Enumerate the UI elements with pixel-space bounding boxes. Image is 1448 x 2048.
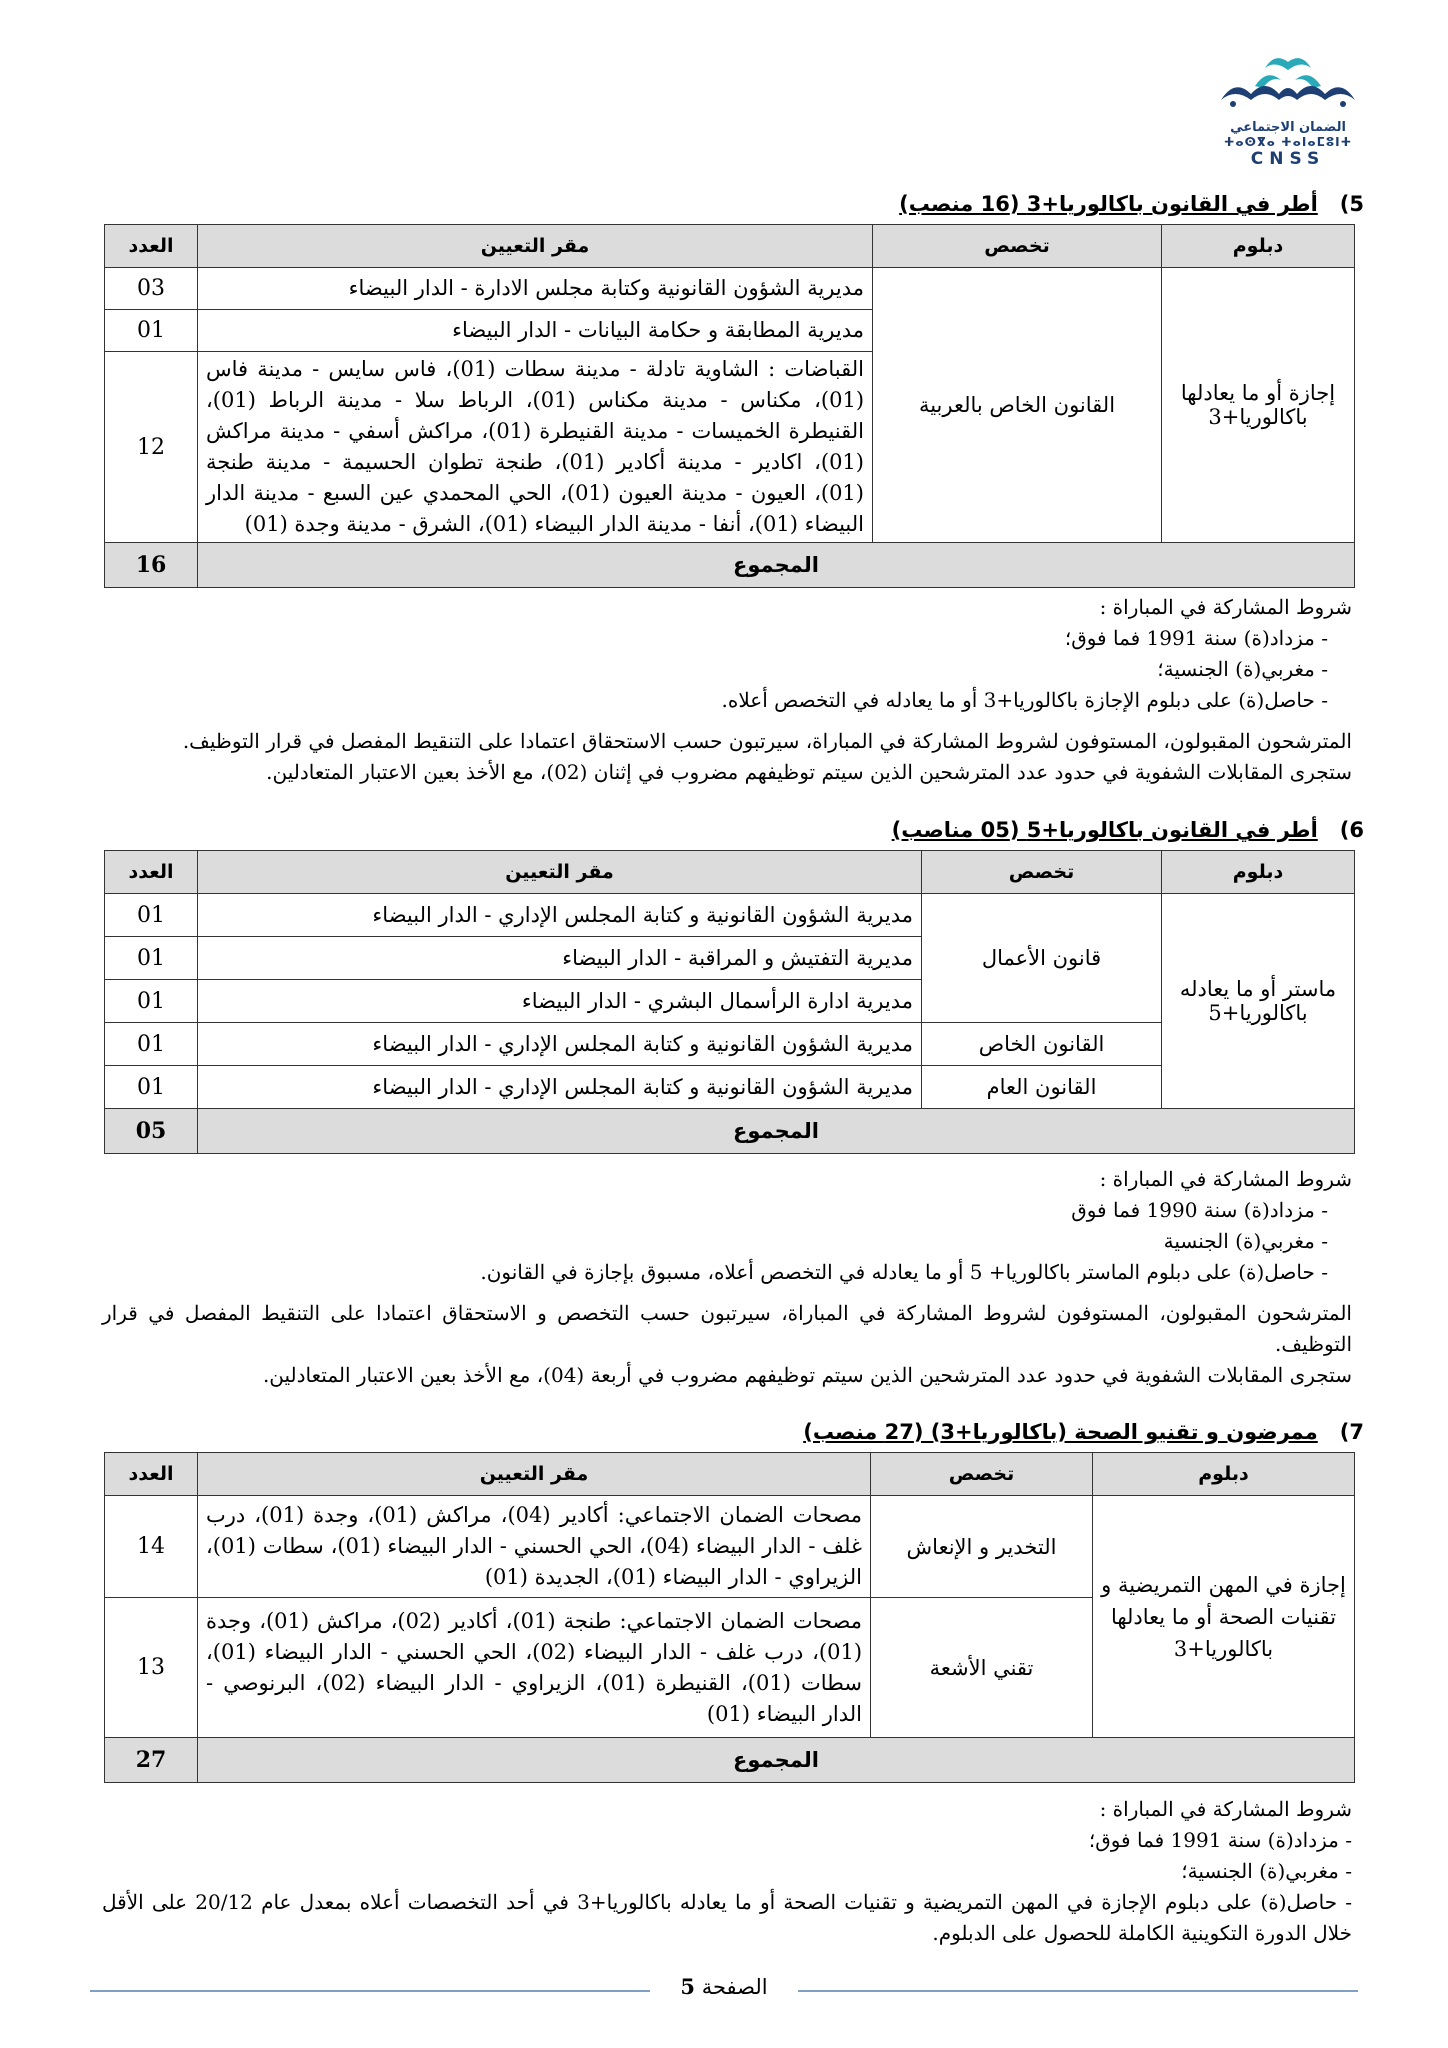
- page-label: الصفحة: [701, 1975, 768, 1999]
- location-cell: القباضات : الشاوية تادلة - مدينة سطات (01)، فاس سايس - مدينة فاس (01)، مكناس - مدينة مكناس (01)، الرباط سلا - مدينة الرباط (01)، القنيطرة الخميسات - مدينة القنيطرة (01)، مراكش أسفي - مدينة مراكش (01)، اكادير - مدينة أكادير (01)، طنجة تطوان الحسيمة - مدينة طنجة (01)، العيون - مدينة العيون (01)، الحي المحمدي عين السبع - مدينة الدار البيضاء (01)، أنفا - مدينة الدار البيضاء (01)، الشرق - مدينة وجدة (01): [198, 352, 873, 543]
- page-number-value: 5: [680, 1974, 696, 1999]
- section5-title-text: أطر في القانون باكالوريا+3 (16 منصب): [899, 192, 1318, 216]
- specialty-cell: تقني الأشعة: [871, 1598, 1093, 1738]
- condition-item: - مغربي(ة) الجنسية؛: [1181, 1859, 1352, 1883]
- table-row: [105, 894, 1355, 937]
- header-count: العدد: [105, 1453, 198, 1496]
- count-cell: 01: [105, 1023, 198, 1066]
- specialty-cell: القانون الخاص: [922, 1023, 1162, 1066]
- section5-table: [104, 224, 1355, 588]
- count-cell: 01: [105, 937, 198, 980]
- count-cell: 03: [105, 268, 198, 310]
- table-row: [105, 268, 1355, 310]
- total-row: [105, 1109, 1355, 1154]
- location-cell: مديرية المطابقة و حكامة البيانات - الدار البيضاء: [198, 310, 873, 352]
- condition-item: - حاصل(ة) على دبلوم الإجازة باكالوريا+3 أو ما يعادله في التخصص أعلاه.: [721, 688, 1328, 712]
- location-cell: مديرية التفتيش و المراقبة - الدار البيضاء: [198, 937, 922, 980]
- header-specialty: تخصص: [873, 225, 1162, 268]
- logo-tifinagh-text: ⵜⴰⵙⴳⴰ ⵜⴰⵏⴰⵎⵓⵏⵜ: [1223, 135, 1353, 149]
- location-cell: مديرية الشؤون القانونية وكتابة مجلس الادارة - الدار البيضاء: [198, 268, 873, 310]
- header-location: مقر التعيين: [198, 851, 922, 894]
- location-cell: مديرية ادارة الرأسمال البشري - الدار البيضاء: [198, 980, 922, 1023]
- section6-conditions: [102, 1164, 1352, 1391]
- condition-item: - حاصل(ة) على دبلوم الإجازة في المهن التمريضية و تقنيات الصحة أو ما يعادله باكالوريا+3 في أحد التخصصات أعلاه بمعدل عام 20/12 على الأقل خلال الدورة التكوينية الكاملة للحصول على الدبلوم.: [102, 1890, 1353, 1945]
- location-cell: مصحات الضمان الاجتماعي: طنجة (01)، أكادير (02)، مراكش (01)، وجدة (01)، درب غلف - الدار البيضاء (02)، الحي الحسني - الدار البيضاء (01)، سطات (01)، القنيطرة (01)، الزيراوي - الدار البيضاء (02)، البرنوصي - الدار البيضاء (01): [198, 1598, 871, 1738]
- count-cell: 01: [105, 1066, 198, 1109]
- count-cell: 01: [105, 980, 198, 1023]
- total-label: المجموع: [198, 1738, 1355, 1783]
- note-paragraph: ستجرى المقابلات الشفوية في حدود عدد المترشحين الذين سيتم توظيفهم مضروب في أربعة (04)، مع الأخذ بعين الاعتبار المتعادلين.: [262, 1363, 1352, 1387]
- location-cell: مديرية الشؤون القانونية و كتابة المجلس الإداري - الدار البيضاء: [198, 894, 922, 937]
- section6-title-text: أطر في القانون باكالوريا+5 (05 مناصب): [891, 818, 1318, 842]
- header-count: العدد: [105, 851, 198, 894]
- section6-title: [892, 818, 1364, 842]
- header-specialty: تخصص: [922, 851, 1162, 894]
- cnss-logo: [1208, 38, 1368, 169]
- count-cell: 01: [105, 310, 198, 352]
- condition-item: - مزداد(ة) سنة 1990 فما فوق: [1071, 1198, 1328, 1222]
- location-cell: مديرية الشؤون القانونية و كتابة المجلس الإداري - الدار البيضاء: [198, 1023, 922, 1066]
- header-diploma: دبلوم: [1162, 851, 1355, 894]
- count-cell: 13: [105, 1598, 198, 1738]
- header-count: العدد: [105, 225, 198, 268]
- logo-arabic-text: الضمان الاجتماعي: [1230, 120, 1346, 135]
- note-paragraph: ستجرى المقابلات الشفوية في حدود عدد المترشحين الذين سيتم توظيفهم مضروب في إثنان (02)، مع الأخذ بعين الاعتبار المتعادلين.: [266, 760, 1352, 784]
- count-cell: 14: [105, 1496, 198, 1598]
- note-paragraph: المترشحون المقبولون، المستوفون لشروط المشاركة في المباراة، سيرتبون حسب الاستحقاق اعتمادا على التنقيط المفصل في قرار التوظيف.: [182, 729, 1352, 753]
- specialty-cell: القانون العام: [922, 1066, 1162, 1109]
- total-row: [105, 1738, 1355, 1783]
- diploma-cell: إجازة في المهن التمريضية و تقنيات الصحة أو ما يعادلها باكالوريا+3: [1093, 1496, 1355, 1738]
- header-location: مقر التعيين: [198, 1453, 871, 1496]
- specialty-cell: التخدير و الإنعاش: [871, 1496, 1093, 1598]
- section7-table: [104, 1452, 1355, 1783]
- section7-number: 7): [1339, 1420, 1364, 1444]
- condition-item: - مغربي(ة) الجنسية؛: [1157, 657, 1328, 681]
- section7-title-text: ممرضون و تقنيو الصحة (باكالوريا+3) (27 منصب): [803, 1420, 1318, 1444]
- section6-table: [104, 850, 1355, 1154]
- section6-number: 6): [1339, 818, 1364, 842]
- condition-item: - مغربي(ة) الجنسية: [1163, 1229, 1328, 1253]
- section5-conditions: [102, 592, 1352, 788]
- table-row: [105, 1496, 1355, 1598]
- conditions-title: شروط المشاركة في المباراة :: [1099, 595, 1352, 619]
- condition-item: - مزداد(ة) سنة 1991 فما فوق؛: [1088, 1828, 1352, 1852]
- logo-acronym: CNSS: [1250, 149, 1326, 169]
- specialty-cell: قانون الأعمال: [922, 894, 1162, 1023]
- header-specialty: تخصص: [871, 1453, 1093, 1496]
- header-diploma: دبلوم: [1093, 1453, 1355, 1496]
- count-cell: 01: [105, 894, 198, 937]
- section5-number: 5): [1339, 192, 1364, 216]
- diploma-cell: إجازة أو ما يعادلها باكالوريا+3: [1162, 268, 1355, 543]
- section7-title: [803, 1420, 1364, 1444]
- cnss-emblem-icon: [1213, 38, 1363, 118]
- header-location: مقر التعيين: [198, 225, 873, 268]
- specialty-cell: القانون الخاص بالعربية: [873, 268, 1162, 543]
- total-label: المجموع: [198, 543, 1355, 588]
- location-cell: مديرية الشؤون القانونية و كتابة المجلس الإداري - الدار البيضاء: [198, 1066, 922, 1109]
- total-value: 05: [105, 1109, 198, 1154]
- total-value: 16: [105, 543, 198, 588]
- conditions-title: شروط المشاركة في المباراة :: [1099, 1167, 1352, 1191]
- section7-conditions: [102, 1794, 1352, 1949]
- total-row: [105, 543, 1355, 588]
- page-footer: [90, 1972, 1358, 2012]
- count-cell: 12: [105, 352, 198, 543]
- page-number: [90, 1974, 1358, 1999]
- condition-item: - حاصل(ة) على دبلوم الماستر باكالوريا+ 5 أو ما يعادله في التخصص أعلاه، مسبوق بإجازة في القانون.: [480, 1260, 1328, 1284]
- conditions-title: شروط المشاركة في المباراة :: [1099, 1797, 1352, 1821]
- total-value: 27: [105, 1738, 198, 1783]
- diploma-cell: ماستر أو ما يعادله باكالوريا+5: [1162, 894, 1355, 1109]
- header-diploma: دبلوم: [1162, 225, 1355, 268]
- total-label: المجموع: [198, 1109, 1355, 1154]
- condition-item: - مزداد(ة) سنة 1991 فما فوق؛: [1064, 626, 1328, 650]
- note-paragraph: المترشحون المقبولون، المستوفون لشروط المشاركة في المباراة، سيرتبون حسب التخصص و الاستحقاق اعتمادا على التنقيط المفصل في قرار التوظيف.: [102, 1301, 1352, 1356]
- section5-title: [899, 192, 1364, 216]
- location-cell: مصحات الضمان الاجتماعي: أكادير (04)، مراكش (01)، وجدة (01)، درب غلف - الدار البيضاء (04)، الحي الحسني - الدار البيضاء (01)، سطات (01)، الزيراوي - الدار البيضاء (01)، الجديدة (01): [198, 1496, 871, 1598]
